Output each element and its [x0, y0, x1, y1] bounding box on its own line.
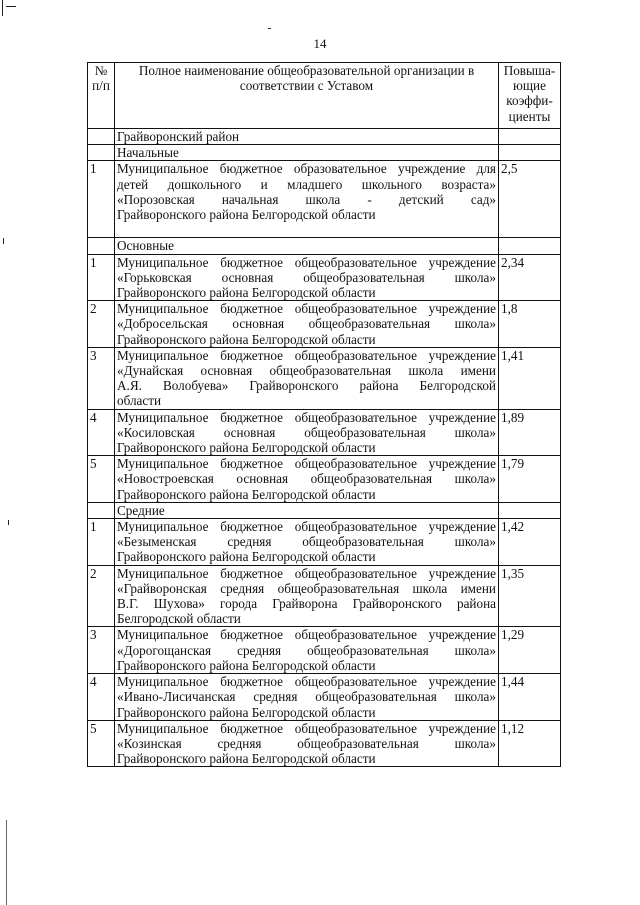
table-row: [88, 301, 561, 348]
table-row: [88, 409, 561, 456]
row-number: 2: [88, 565, 115, 627]
organization-name-line: Грайворонского района Белгородской области: [117, 704, 376, 720]
organization-name-line: Грайворонского района Белгородской области: [117, 207, 376, 223]
row-number: 5: [88, 720, 115, 767]
coefficient-value: 1,29: [499, 627, 561, 674]
table-row: [88, 720, 561, 767]
organization-name-line: Грайворонского района Белгородской области: [117, 285, 376, 301]
table-row: [88, 627, 561, 674]
organization-name-line: «Ивано-Лисичанская средняя общеобразовательная школа»: [117, 689, 496, 705]
scan-artifact-mark: [6, 6, 16, 7]
row-number: 3: [88, 347, 115, 409]
header-organization-name: Полное наименование общеобразовательной организации в соответствии с Уставом: [115, 63, 499, 129]
organization-name-line: Муниципальное бюджетное общеобразовательное учреждение: [117, 565, 496, 581]
section-row: [88, 238, 561, 254]
scan-artifact-mark: [6, 820, 7, 905]
section-title: Основные: [115, 238, 499, 254]
organization-name-line: «Горьковская основная общеобразовательная школа»: [117, 269, 496, 285]
organization-name-line: «Дорогощанская средняя общеобразовательная школа»: [117, 642, 496, 658]
row-number: 1: [88, 254, 115, 301]
organization-name: [115, 347, 499, 409]
district-row: [88, 129, 561, 145]
organization-name-line: Грайворонского района Белгородской области: [117, 440, 376, 456]
table-row: [88, 456, 561, 503]
organization-name-line: Муниципальное бюджетное общеобразовательное учреждение: [117, 254, 496, 270]
table-body: [88, 129, 561, 767]
row-number: 5: [88, 456, 115, 503]
organization-name: [115, 301, 499, 348]
scan-artifact-mark: [2, 0, 3, 16]
organization-name: [115, 720, 499, 767]
row-number: 1: [88, 519, 115, 566]
organization-name-line: Муниципальное бюджетное общеобразовательное учреждение: [117, 409, 496, 425]
coefficient-value: 2,34: [499, 254, 561, 301]
organization-name-line: «Косиловская основная общеобразовательная школа»: [117, 424, 496, 440]
scan-artifact-mark: [8, 520, 9, 525]
section-row: [88, 145, 561, 161]
scan-artifact-mark: [3, 238, 4, 244]
organization-name: [115, 456, 499, 503]
table-row: [88, 519, 561, 566]
coefficient-value: 1,79: [499, 456, 561, 503]
organization-name-line: Муниципальное бюджетное общеобразовательное учреждение: [117, 627, 496, 643]
organization-name-line: А.Я. Волобуева» Грайворонского района Белгородской: [117, 378, 496, 394]
organization-name-line: Грайворонского района Белгородской области: [117, 657, 376, 673]
organization-name-line: Грайворонского района Белгородской области: [117, 331, 376, 347]
organization-name-line: «Новостроевская основная общеобразовательная школа»: [117, 471, 496, 487]
organization-name-line: Муниципальное бюджетное общеобразовательное учреждение: [117, 456, 496, 472]
section-title: Начальные: [115, 145, 499, 161]
schools-coefficient-table: [87, 62, 561, 767]
organization-name-line: Муниципальное бюджетное общеобразовательное учреждение: [117, 519, 496, 535]
organization-name-line: Грайворонского района Белгородской области: [117, 751, 376, 767]
coefficient-value: 1,42: [499, 519, 561, 566]
row-number: 4: [88, 674, 115, 721]
coefficient-value: 1,89: [499, 409, 561, 456]
organization-name: [115, 674, 499, 721]
organization-name: [115, 161, 499, 238]
scan-artifact-mark: [268, 28, 271, 29]
table-header-row: [88, 63, 561, 129]
organization-name-line: Муниципальное бюджетное общеобразовательное учреждение: [117, 720, 496, 736]
section-row: [88, 502, 561, 518]
organization-name-line: Муниципальное бюджетное общеобразовательное учреждение: [117, 674, 496, 690]
table-row: [88, 254, 561, 301]
organization-name-line: «Дунайская основная общеобразовательная школа имени: [117, 363, 496, 379]
coefficient-value: 1,35: [499, 565, 561, 627]
row-number: 1: [88, 161, 115, 238]
district-name: Грайворонский район: [115, 129, 499, 145]
coefficient-value: 1,8: [499, 301, 561, 348]
table-row: [88, 347, 561, 409]
organization-name-line: В.Г. Шухова» города Грайворона Грайворонского района: [117, 596, 496, 612]
header-coefficient: Повыша-ющие коэффи-циенты: [499, 63, 561, 129]
coefficient-value: 2,5: [499, 161, 561, 238]
organization-name-line: Грайворонского района Белгородской области: [117, 549, 376, 565]
header-number: № п/п: [88, 63, 115, 129]
organization-name-line: Муниципальное бюджетное общеобразовательное учреждение: [117, 347, 496, 363]
coefficient-value: 1,44: [499, 674, 561, 721]
organization-name-line: «Безыменская средняя общеобразовательная школа»: [117, 534, 496, 550]
table-row: [88, 161, 561, 238]
organization-name-line: «Порозовская начальная школа - детский сад»: [117, 191, 496, 207]
organization-name: [115, 627, 499, 674]
row-number: 4: [88, 409, 115, 456]
organization-name-line: «Добросельская основная общеобразовательная школа»: [117, 316, 496, 332]
organization-name: [115, 565, 499, 627]
coefficient-value: 1,41: [499, 347, 561, 409]
organization-name: [115, 519, 499, 566]
organization-name-line: области: [117, 393, 162, 409]
organization-name-line: детей дошкольного и младшего школьного возраста»: [117, 176, 496, 192]
organization-name-line: Муниципальное бюджетное общеобразовательное учреждение: [117, 301, 496, 317]
section-title: Средние: [115, 502, 499, 518]
organization-name-line: «Грайворонская средняя общеобразовательная школа имени: [117, 580, 496, 596]
row-number: 2: [88, 301, 115, 348]
table-row: [88, 674, 561, 721]
row-number: 3: [88, 627, 115, 674]
organization-name: [115, 254, 499, 301]
organization-name-line: Муниципальное бюджетное образовательное учреждение для: [117, 161, 496, 177]
page-number: 14: [313, 36, 327, 51]
organization-name: [115, 409, 499, 456]
table-row: [88, 565, 561, 627]
coefficient-value: 1,12: [499, 720, 561, 767]
organization-name-line: Грайворонского района Белгородской области: [117, 486, 376, 502]
organization-name-line: «Козинская средняя общеобразовательная школа»: [117, 735, 496, 751]
organization-name-line: Белгородской области: [117, 611, 241, 627]
